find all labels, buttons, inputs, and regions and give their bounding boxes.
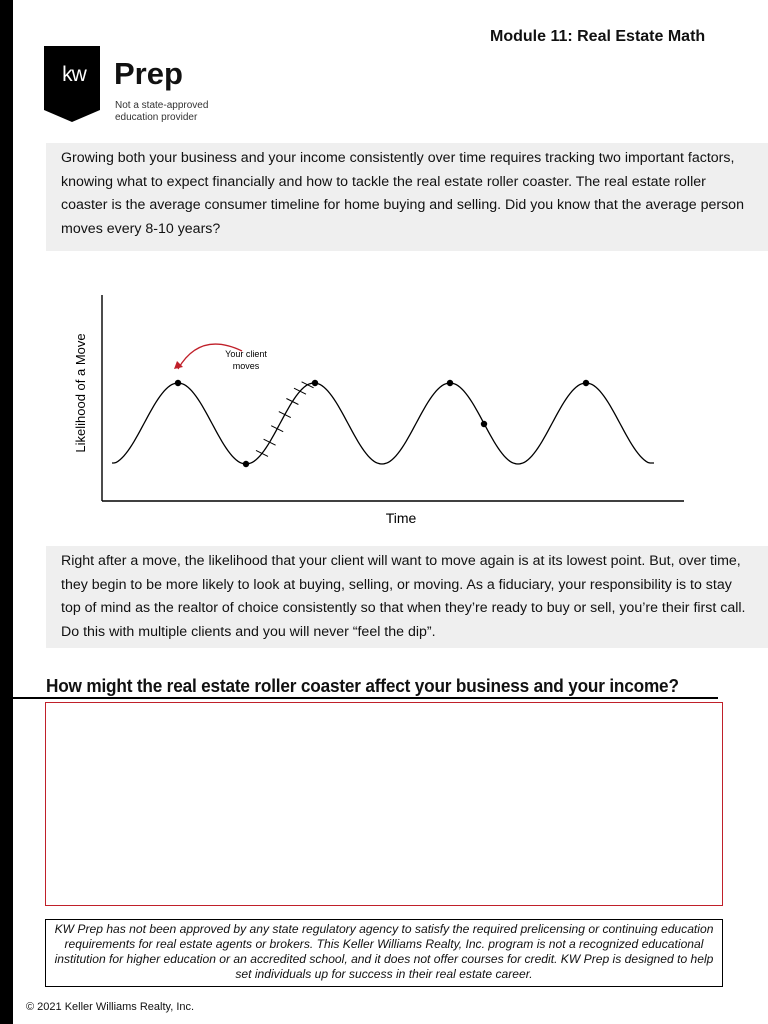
answer-box[interactable] bbox=[45, 702, 723, 906]
copyright-text: © 2021 Keller Williams Realty, Inc. bbox=[26, 1001, 195, 1013]
brand-subtitle-line2: education provider bbox=[115, 112, 198, 123]
roller-coaster-chart bbox=[60, 285, 700, 535]
hatch-mark bbox=[294, 388, 306, 394]
hatch-marks bbox=[256, 382, 314, 457]
hatch-mark bbox=[264, 439, 276, 445]
kw-logo-text: kw bbox=[62, 63, 86, 86]
module-title: Module 11: Real Estate Math bbox=[490, 28, 706, 45]
peak-point bbox=[583, 380, 589, 386]
hatch-mark bbox=[256, 450, 268, 456]
hatch-mark bbox=[286, 399, 298, 405]
hatch-mark bbox=[279, 412, 291, 418]
peak-point bbox=[312, 380, 318, 386]
hatch-mark bbox=[271, 426, 283, 432]
mid-point bbox=[481, 421, 487, 427]
brand-subtitle-line1: Not a state-approved bbox=[115, 100, 209, 111]
peak-point bbox=[175, 380, 181, 386]
disclaimer-box: KW Prep has not been approved by any state regulatory agency to satisfy the required prelicensing or continuing education requirements for real estate agents or brokers. This Keller Williams Realty, Inc. program is not a recognized educational institution for higher education or an accredited school, and it does not offer courses for credit. KW Prep is designed to help set individuals up for success in their real estate career. bbox=[45, 919, 723, 987]
question-underline bbox=[13, 697, 718, 699]
intro-text-box: Growing both your business and your income consistently over time requires tracking two important factors, knowing what to expect financially and how to tackle the real estate roller coaster. The real estate roller coaster is the average consumer timeline for home buying and selling. Did you know that the average person moves every 8-10 years? bbox=[46, 143, 768, 251]
brand-name: Prep bbox=[114, 56, 183, 91]
peak-point bbox=[447, 380, 453, 386]
annotation-line1: Your client bbox=[225, 349, 267, 359]
brand-subtitle bbox=[115, 100, 235, 124]
left-edge-bar bbox=[0, 0, 13, 1024]
trough-point bbox=[243, 461, 249, 467]
explanation-text-box: Right after a move, the likelihood that your client will want to move again is at its lowest point. But, over time, they begin to be more likely to look at buying, selling, or moving. As a fiduciary, your responsibility is to stay top of mind as the realtor of choice consistently so that when they’re ready to buy or sell, you’re their first call. Do this with multiple clients and you will never “feel the dip”. bbox=[46, 546, 768, 648]
likelihood-curve bbox=[112, 383, 654, 464]
annotation-line2: moves bbox=[232, 361, 260, 371]
reflection-question: How might the real estate roller coaster affect your business and your income? bbox=[46, 675, 679, 696]
x-axis-label: Time bbox=[385, 510, 417, 526]
y-axis-label: Likelihood of a Move bbox=[73, 333, 88, 453]
